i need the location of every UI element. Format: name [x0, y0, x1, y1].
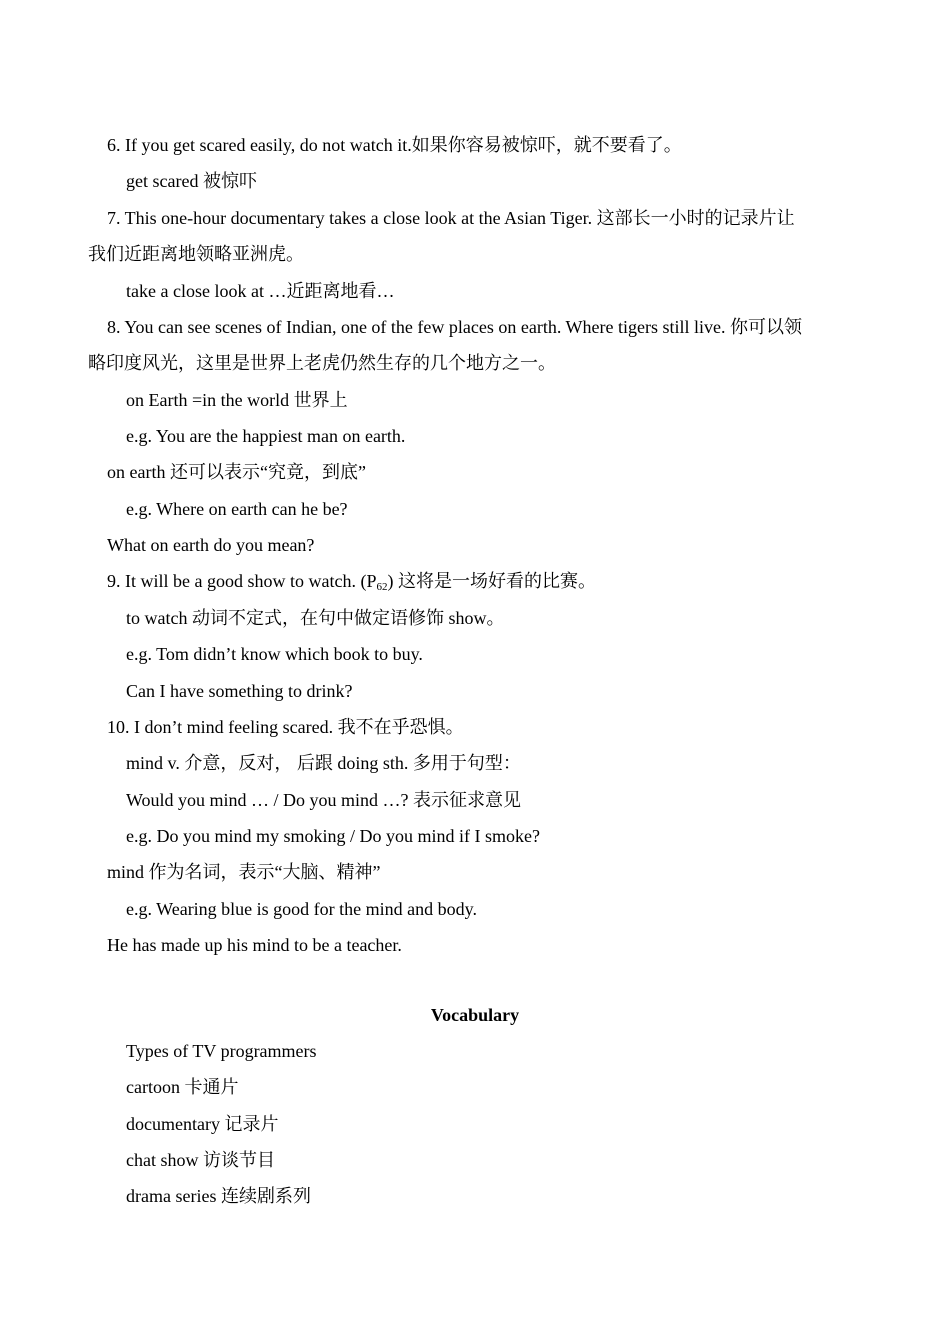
vocabulary-heading: Vocabulary	[430, 1005, 520, 1025]
item-9-example-2: Can I have something to drink?	[126, 681, 353, 701]
item-8-example-3: What on earth do you mean?	[107, 535, 315, 555]
item-8-sentence-line2: 略印度风光，这里是世界上老虎仍然生存的几个地方之一。	[88, 353, 556, 373]
item-6-phrase: get scared 被惊吓	[126, 171, 257, 191]
item-7-sentence-line1: 7. This one-hour documentary takes a close look at the Asian Tiger. 这部长一小时的记录片让	[107, 208, 795, 228]
item-10-pattern: Would you mind … / Do you mind …? 表示征求意见	[126, 790, 522, 810]
item-8-phrase-2: on earth 还可以表示“究竟，到底”	[107, 462, 366, 482]
item-9-sentence	[107, 570, 596, 598]
item-8-sentence-line1: 8. You can see scenes of Indian, one of the few places on earth. Where tigers still live. 你可以领	[107, 317, 802, 337]
item-7-sentence-line2: 我们近距离地领略亚洲虎。	[88, 244, 304, 264]
item-9-phrase: to watch 动词不定式，在句中做定语修饰 show。	[126, 608, 505, 628]
item-9-sentence-pre: 9. It will be a good show to watch. (P	[107, 571, 377, 591]
vocabulary-item: documentary 记录片	[126, 1114, 279, 1134]
item-10-noun-usage: mind 作为名词，表示“大脑、精神”	[107, 862, 381, 882]
item-10-example-2: e.g. Wearing blue is good for the mind and body.	[126, 899, 477, 919]
item-10-example-1: e.g. Do you mind my smoking / Do you mind if I smoke?	[126, 826, 540, 846]
item-8-phrase: on Earth =in the world 世界上	[126, 390, 348, 410]
item-9-example-1: e.g. Tom didn’t know which book to buy.	[126, 644, 423, 664]
item-8-example-1: e.g. You are the happiest man on earth.	[126, 426, 406, 446]
item-9-sentence-post: ) 这将是一场好看的比赛。	[387, 571, 596, 591]
item-10-phrase: mind v. 介意，反对， 后跟 doing sth. 多用于句型：	[126, 753, 521, 773]
item-10-sentence: 10. I don’t mind feeling scared. 我不在乎恐惧。	[107, 717, 464, 737]
item-10-example-3: He has made up his mind to be a teacher.	[107, 935, 402, 955]
vocabulary-item: drama series 连续剧系列	[126, 1186, 311, 1206]
item-8-example-2: e.g. Where on earth can he be?	[126, 499, 348, 519]
item-6-sentence: 6. If you get scared easily, do not watch it.如果你容易被惊吓，就不要看了。	[107, 135, 682, 155]
item-7-phrase: take a close look at …近距离地看…	[126, 281, 395, 301]
vocabulary-item: cartoon 卡通片	[126, 1077, 239, 1097]
vocabulary-intro: Types of TV programmers	[126, 1041, 317, 1061]
page-ref-subscript: 62	[376, 581, 388, 593]
vocabulary-item: chat show 访谈节目	[126, 1150, 275, 1170]
